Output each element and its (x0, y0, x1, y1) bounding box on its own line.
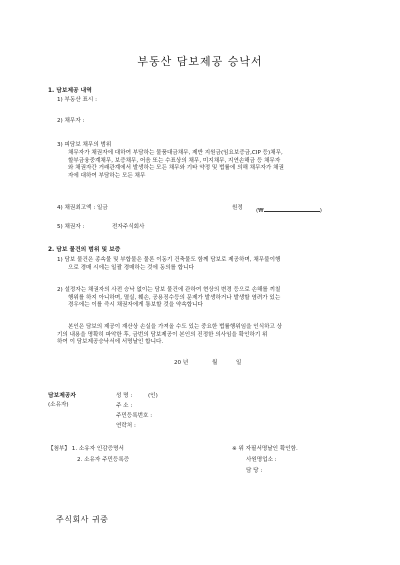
provider-address-label: 주 소 : (116, 403, 133, 409)
confirm-line: 기의 내용을 명확히 파악한 후, 금번의 담보제공이 본인의 진정한 의사임을 확인하기 위 (57, 331, 268, 338)
signature-confirm-note: ※ 위 자필서명날인 확인함. (232, 446, 298, 452)
creditor-value: 전자주식회사 (112, 224, 145, 230)
obligation-line: 2) 설정자는 채권자의 사전 승낙 없이는 담보 물건에 관하여 현상의 변경 등으로 손해를 끼칠 (57, 287, 281, 293)
document-title: 부동산 담보제공 승낙서 (137, 55, 263, 68)
obligation-line: 행위를 하지 아니하며, 멸실, 훼손, 공용징수등의 문제가 발생하거나 발생할 염려가 있는 (68, 294, 281, 301)
scope-line: 채무자가 채권자에 대하여 부담하는 물품대금채무, 제반 지원금(임요보증금,CIP 등)채무, (68, 150, 283, 156)
obligation-line: 경우에는 이를 즉시 채권자에게 통보할 것을 약속합니다 (68, 302, 203, 309)
provider-role: 담보제공자 (48, 393, 76, 399)
date-month: 월 (212, 360, 218, 366)
provider-id-label: 주민등록번호 : (116, 413, 153, 419)
staff-label: 담 당 : (246, 468, 263, 474)
scope-line: 와 채권자간 거래관계에서 발생하는 모든 채무와 기타 약정 및 법률에 의해 채무자가 채권 (68, 165, 284, 172)
section1-heading: 1. 담보제공 내역 (48, 88, 92, 94)
confirm-line: 본인은 담보의 제공이 재산상 손실을 가져올 수도 있는 중요한 법률행위임을 인식하고 상 (68, 324, 283, 330)
amount-field[interactable] (256, 205, 322, 216)
secured-debt-scope-text (68, 150, 284, 180)
date-year: 20 년 (174, 360, 189, 366)
debtor-label: 2) 채무자 : (57, 118, 85, 124)
property-display-label: 1) 부동산 표시 : (57, 97, 97, 103)
provider-role-sub: (소유자) (48, 402, 69, 408)
provider-phone-label: 연락처 : (116, 423, 136, 429)
paren-open: (₩ (256, 208, 264, 214)
collateral-line: 1) 담보 물건은 종속물 및 부합물은 물론 이동기 건축물도 함께 담보로 제공하며, 채무불이행 (57, 257, 281, 263)
collateral-scope-text (57, 257, 280, 272)
paren-close: ) (319, 208, 322, 214)
office-label: 사원명업소 : (246, 457, 277, 463)
date-day: 일 (236, 360, 242, 366)
maintenance-obligation-text (57, 287, 280, 310)
won-label: 원정 (232, 205, 243, 211)
scope-line: 자에 대하여 부담하는 모든 채무 (68, 172, 146, 179)
collateral-line: 으로 경매 시에는 일괄 경매하는 것에 동의를 합니다 (68, 264, 194, 271)
attachment-1: 【첨부】 1. 소유자 인감증명서 (48, 446, 124, 452)
seal-mark: (인) (148, 393, 158, 399)
section2-heading: 2. 담보 물건의 범위 및 보증 (48, 247, 121, 253)
attachment-2: 2. 소유자 주민등록증 (77, 457, 130, 463)
confirmation-text (57, 324, 283, 347)
creditor-label: 5) 채권자 : (57, 224, 85, 230)
recipient-company: 주식회사 귀중 (56, 515, 109, 524)
max-claim-amount-label: 4) 채권최고액 : 일금 (57, 205, 108, 211)
secured-debt-scope-heading: 3) 피담보 채무의 범위 (57, 142, 112, 148)
confirm-line: 하여 이 담보제공승낙서에 서명날인 합니다. (57, 339, 164, 346)
provider-name-label: 성 명 : (116, 393, 133, 399)
amount-blank (264, 205, 320, 212)
scope-line: 할부금융중계채무, 보증채무, 어음 또는 수표상의 채무, 미지채무, 지연손해금 등 채무자 (68, 157, 281, 164)
